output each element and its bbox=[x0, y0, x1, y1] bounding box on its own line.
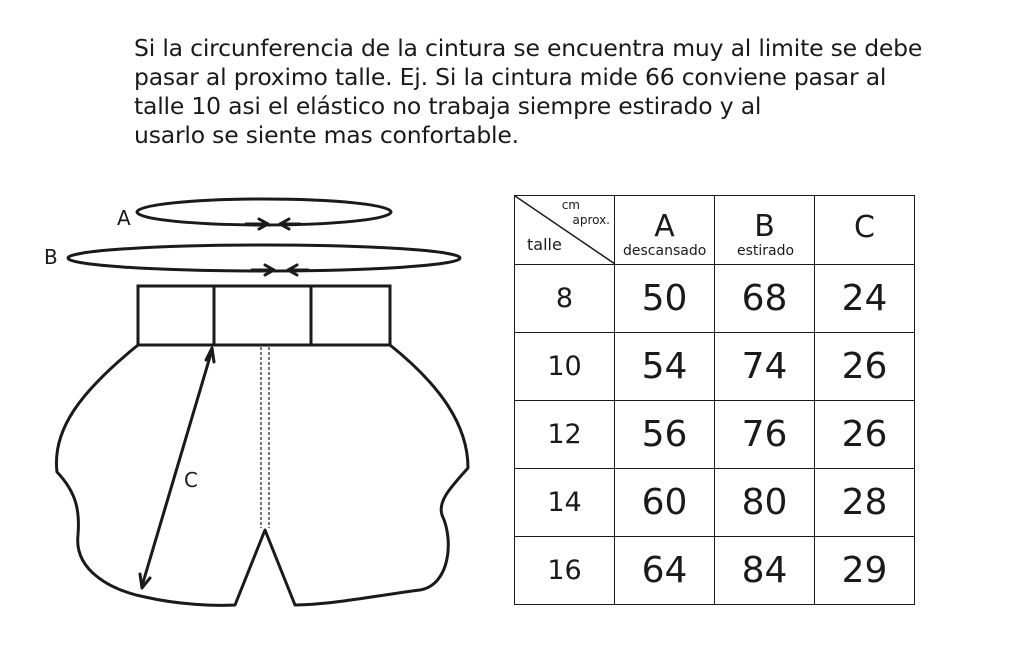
intro-line: Si la circunferencia de la cintura se encuentra muy al limite se debe bbox=[134, 34, 923, 62]
measure-b-arrow-right bbox=[252, 265, 274, 275]
column-subtitle: descansado bbox=[623, 243, 707, 259]
intro-line: pasar al proximo talle. Ej. Si la cintura mide 66 conviene pasar al bbox=[134, 63, 887, 91]
measure-b-ellipse bbox=[68, 245, 460, 271]
table-header-row bbox=[515, 196, 915, 265]
column-letter: C bbox=[854, 210, 875, 245]
talle-cell: 14 bbox=[515, 469, 615, 537]
talle-cell: 16 bbox=[515, 537, 615, 605]
unit-aprox: aprox. bbox=[572, 213, 610, 227]
table-row bbox=[515, 401, 915, 469]
measure-a-arrow-right bbox=[246, 219, 268, 229]
table-row bbox=[515, 469, 915, 537]
value-c-cell: 26 bbox=[815, 401, 915, 469]
value-c-cell: 26 bbox=[815, 333, 915, 401]
table-row bbox=[515, 333, 915, 401]
talle-cell: 8 bbox=[515, 265, 615, 333]
value-b-cell: 76 bbox=[715, 401, 815, 469]
value-a-cell: 56 bbox=[615, 401, 715, 469]
table-row bbox=[515, 265, 915, 333]
column-letter: B bbox=[754, 209, 775, 244]
intro-line: talle 10 asi el elástico no trabaja siempre estirado y al bbox=[134, 92, 762, 120]
label-b: B bbox=[44, 245, 58, 269]
row-header-label: talle bbox=[527, 235, 562, 254]
value-c-cell: 24 bbox=[815, 265, 915, 333]
column-header-c bbox=[815, 196, 915, 265]
measure-b-arrow-left bbox=[288, 265, 308, 275]
value-a-cell: 54 bbox=[615, 333, 715, 401]
column-letter: A bbox=[654, 209, 675, 244]
measure-a-arrow-left bbox=[280, 219, 300, 229]
value-b-cell: 74 bbox=[715, 333, 815, 401]
value-b-cell: 68 bbox=[715, 265, 815, 333]
value-a-cell: 60 bbox=[615, 469, 715, 537]
value-c-cell: 28 bbox=[815, 469, 915, 537]
value-b-cell: 80 bbox=[715, 469, 815, 537]
talle-cell: 12 bbox=[515, 401, 615, 469]
unit-cm: cm bbox=[561, 198, 580, 212]
value-b-cell: 84 bbox=[715, 537, 815, 605]
shorts-body bbox=[56, 345, 468, 605]
intro-paragraph bbox=[134, 34, 994, 150]
value-c-cell: 29 bbox=[815, 537, 915, 605]
size-table bbox=[514, 195, 915, 605]
value-a-cell: 64 bbox=[615, 537, 715, 605]
label-c: C bbox=[184, 468, 198, 492]
column-subtitle: estirado bbox=[737, 243, 795, 259]
value-a-cell: 50 bbox=[615, 265, 715, 333]
intro-line: usarlo se siente mas confortable. bbox=[134, 121, 519, 149]
column-header-b bbox=[715, 196, 815, 265]
shorts-diagram bbox=[0, 190, 480, 620]
waistband bbox=[138, 286, 390, 345]
talle-cell: 10 bbox=[515, 333, 615, 401]
unit-label bbox=[562, 198, 610, 228]
column-header-a bbox=[615, 196, 715, 265]
table-corner-cell bbox=[515, 196, 615, 265]
label-a: A bbox=[117, 206, 131, 230]
table-row bbox=[515, 537, 915, 605]
